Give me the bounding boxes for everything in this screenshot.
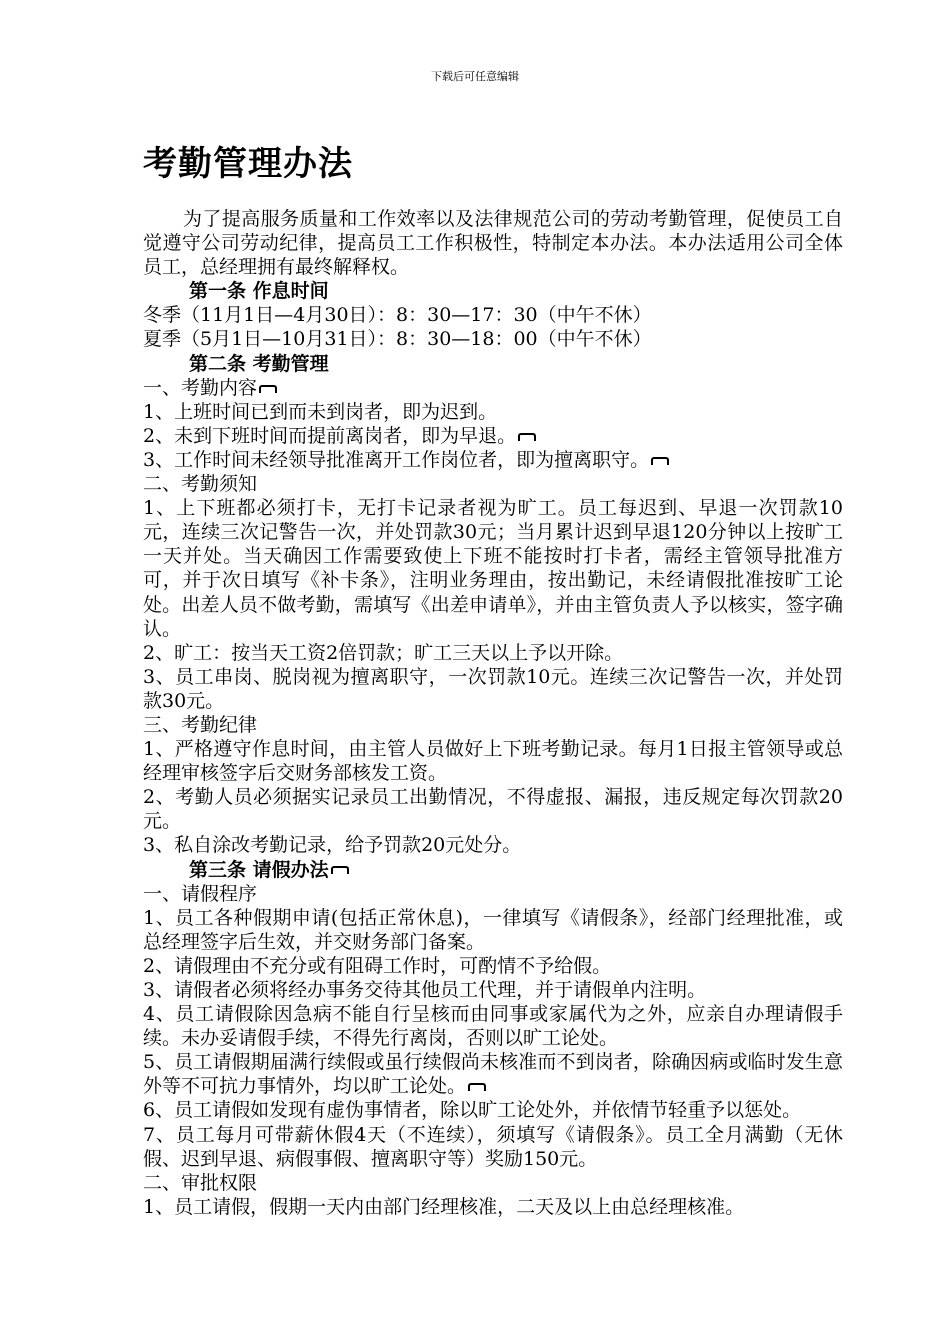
list-item: 3、请假者必须将经办事务交待其他员工代理，并于请假单内注明。 <box>143 979 707 1001</box>
edit-mark-icon <box>259 385 277 393</box>
section-heading: 二、考勤须知 <box>143 473 258 496</box>
edit-mark-icon <box>518 433 536 441</box>
list-item: 2、请假理由不充分或有阻碍工作时，可酌情不予给假。 <box>143 954 612 977</box>
list-item: 4、员工请假除因急病不能自行呈核而由同事或家属代为之外，应亲自办理请假手续。未办妥请假手续，不得先行离岗，否则以旷工论处。 <box>143 1003 843 1050</box>
article-1-heading: 第一条 作息时间 <box>189 280 329 303</box>
section-title: 一、考勤内容 <box>143 376 258 399</box>
list-item: 3、员工串岗、脱岗视为擅离职守，一次罚款10元。连续三次记警告一次，并处罚款30元。 <box>143 665 843 712</box>
edit-mark-icon <box>468 1083 486 1091</box>
section-heading: 三、考勤纪律 <box>143 713 258 736</box>
section-heading: 二、审批权限 <box>143 1171 258 1194</box>
edit-mark-icon <box>651 457 669 465</box>
intro-paragraph: 为了提高服务质量和工作效率以及法律规范公司的劳动考勤管理，促使员工自觉遵守公司劳动纪律，提高员工工作积极性，特制定本办法。本办法适用公司全体员工，总经理拥有最终解释权。 <box>143 208 843 279</box>
list-item: 1、上下班都必须打卡，无打卡记录者视为旷工。员工每迟到、早退一次罚款10元，连续三次记警告一次，并处罚款30元；当月累计迟到早退120分钟以上按旷工一天并处。当天确因工作需要致使上下班不能按时打卡者，需经主管领导批准方可，并于次日填写《补卡条》，注明业务理由，按出勤记，未经请假批准按旷工论处。出差人员不做考勤，需填写《出差申请单》，并由主管负责人予以核实，签字确认。 <box>143 497 843 640</box>
list-item: 3、私自涂改考勤记录，给予罚款20元处分。 <box>143 834 522 857</box>
header-note: 下载后可任意编辑 <box>431 70 519 83</box>
list-item: 7、员工每月可带薪休假4天（不连续），须填写《请假条》。员工全月满勤（无休假、迟到早退、病假事假、擅离职守等）奖励150元。 <box>143 1123 843 1170</box>
list-item <box>143 1050 843 1098</box>
document-title: 考勤管理办法 <box>143 144 353 184</box>
list-item <box>143 448 843 472</box>
section-heading: 一、请假程序 <box>143 882 258 905</box>
section-heading <box>143 376 843 400</box>
list-item-text: 2、未到下班时间而提前离岗者，即为早退。 <box>143 424 517 447</box>
summer-schedule: 夏季（5月1日—10月31日）：8：30—18：00（中午不休） <box>143 328 652 351</box>
article-3-heading <box>143 858 843 882</box>
list-item: 2、旷工：按当天工资2倍罚款；旷工三天以上予以开除。 <box>143 641 624 664</box>
list-item: 1、上班时间已到而未到岗者，即为迟到。 <box>143 400 498 423</box>
list-item-text: 3、工作时间未经领导批准离开工作岗位者，即为擅离职守。 <box>143 448 650 471</box>
list-item-text: 5、员工请假期届满行续假或虽行续假尚未核准而不到岗者，除确因病或临时发生意外等不可抗力事情外，均以旷工论处。 <box>143 1051 843 1098</box>
list-item: 1、员工各种假期申请(包括正常休息)，一律填写《请假条》，经部门经理批准，或总经理签字后生效，并交财务部门备案。 <box>143 906 843 953</box>
edit-mark-icon <box>331 866 349 874</box>
article-2-heading: 第二条 考勤管理 <box>189 352 329 375</box>
list-item: 6、员工请假如发现有虚伪事情者，除以旷工论处外，并依情节轻重予以惩处。 <box>143 1099 802 1122</box>
list-item: 1、员工请假，假期一天内由部门经理核准，二天及以上由总经理核准。 <box>143 1195 745 1218</box>
list-item <box>143 424 843 448</box>
winter-schedule: 冬季（11月1日—4月30日）：8：30—17：30（中午不休） <box>143 304 652 327</box>
list-item: 2、考勤人员必须据实记录员工出勤情况，不得虚报、漏报，违反规定每次罚款20元。 <box>143 786 843 833</box>
document-body <box>143 207 843 1219</box>
list-item: 1、严格遵守作息时间，由主管人员做好上下班考勤记录。每月1日报主管领导或总经理审核签字后交财务部核发工资。 <box>143 738 843 785</box>
article-3-heading-text: 第三条 请假办法 <box>189 858 329 881</box>
